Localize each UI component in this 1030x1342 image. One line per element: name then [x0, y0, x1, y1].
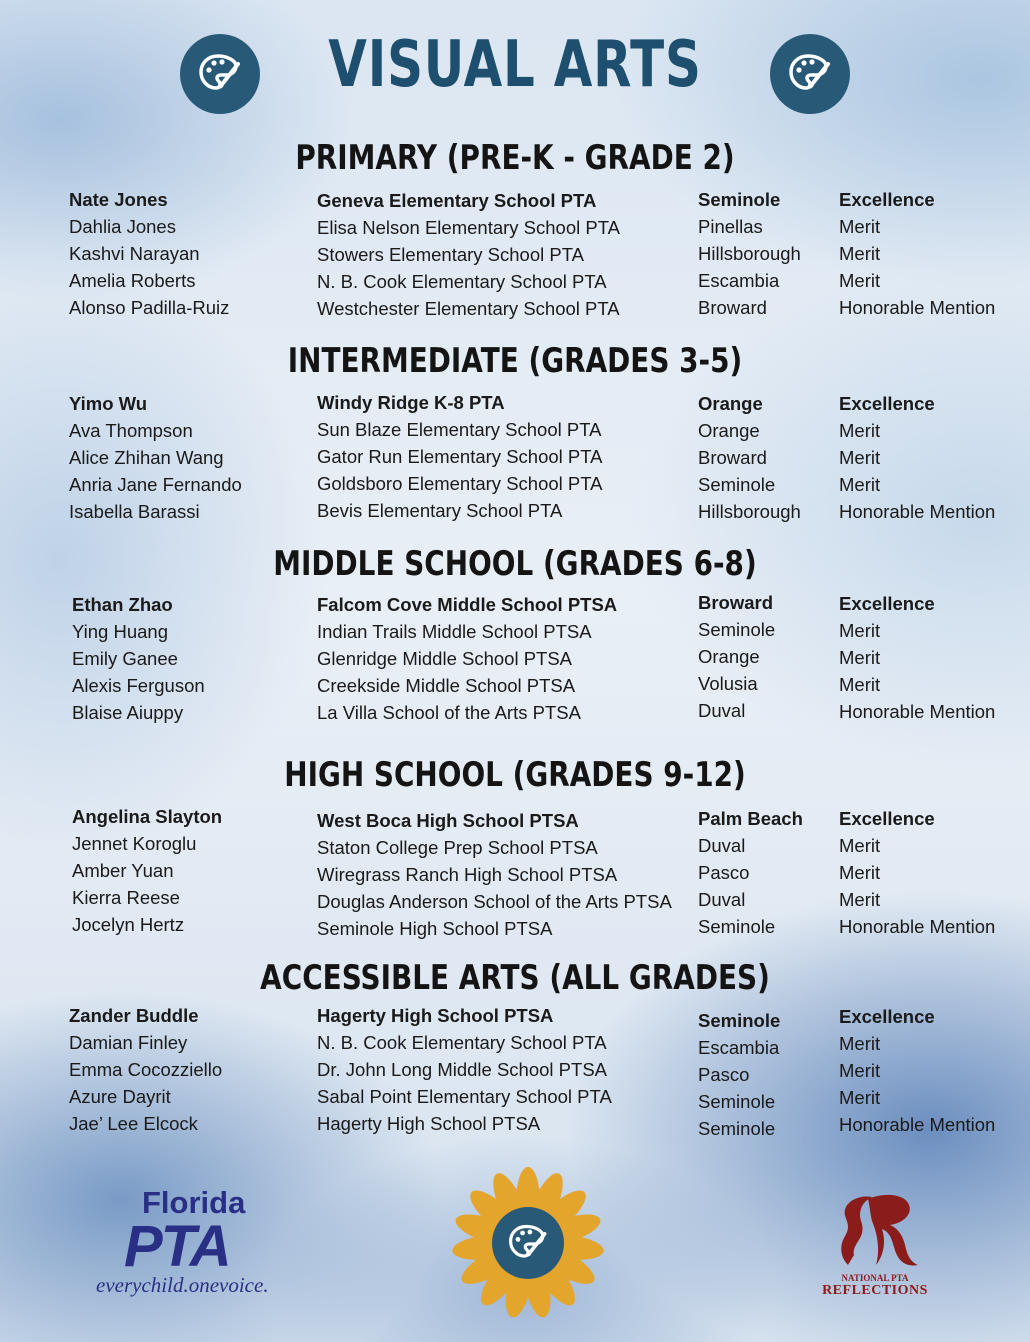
schools-column — [317, 591, 617, 726]
palette-brush-icon — [786, 50, 834, 98]
award-name: Merit — [839, 1087, 881, 1108]
awards-column — [839, 590, 995, 725]
award-name: Merit — [839, 1060, 881, 1081]
students-column — [72, 591, 205, 726]
school-name: Windy Ridge K-8 PTA — [317, 392, 505, 413]
award-name: Honorable Mention — [839, 701, 996, 722]
reflections-logo-small-text: NATIONAL PTA — [841, 1273, 909, 1283]
county-name: Seminole — [698, 1091, 776, 1112]
awards-column — [839, 1003, 995, 1138]
student-name: Zander Buddle — [69, 1005, 199, 1026]
county-name: Seminole — [698, 1118, 776, 1139]
county-name: Broward — [698, 447, 767, 468]
student-name: Angelina Slayton — [72, 806, 223, 827]
award-name: Merit — [839, 620, 881, 641]
students-column — [69, 1002, 222, 1137]
student-name: Blaise Aiuppy — [72, 702, 184, 723]
student-name: Kierra Reese — [72, 887, 180, 908]
counties-column — [698, 390, 801, 525]
page-title: VISUAL ARTS — [328, 28, 702, 102]
school-name: La Villa School of the Arts PTSA — [317, 702, 581, 723]
county-name: Orange — [698, 420, 760, 441]
school-name: Geneva Elementary School PTA — [317, 190, 597, 211]
school-name: Seminole High School PTSA — [317, 918, 553, 939]
school-name: N. B. Cook Elementary School PTA — [317, 1032, 607, 1053]
student-name: Kashvi Narayan — [69, 243, 200, 264]
award-name: Honorable Mention — [839, 501, 996, 522]
award-name: Merit — [839, 889, 881, 910]
award-name: Merit — [839, 270, 881, 291]
student-name: Jennet Koroglu — [72, 833, 197, 854]
county-name: Hillsborough — [698, 501, 801, 522]
school-name: Wiregrass Ranch High School PTSA — [317, 864, 618, 885]
school-name: Douglas Anderson School of the Arts PTSA — [317, 891, 672, 912]
florida-pta-logo-main: PTA — [124, 1214, 230, 1279]
award-name: Excellence — [839, 189, 935, 210]
award-name: Merit — [839, 647, 881, 668]
student-name: Anria Jane Fernando — [69, 474, 242, 495]
florida-pta-logo-top: Florida — [142, 1185, 246, 1220]
award-name: Honorable Mention — [839, 297, 996, 318]
county-name: Seminole — [698, 189, 781, 210]
students-column — [72, 803, 222, 938]
section-heading-middle-school: MIDDLE SCHOOL (GRADES 6-8) — [273, 544, 757, 584]
award-name: Merit — [839, 674, 881, 695]
student-name: Isabella Barassi — [69, 501, 200, 522]
award-name: Excellence — [839, 593, 935, 614]
school-name: West Boca High School PTSA — [317, 810, 579, 831]
school-name: Glenridge Middle School PTSA — [317, 648, 573, 669]
county-name: Orange — [698, 393, 763, 414]
student-name: Alice Zhihan Wang — [69, 447, 224, 468]
award-name: Merit — [839, 862, 881, 883]
county-name: Pasco — [698, 1064, 750, 1085]
award-name: Excellence — [839, 393, 935, 414]
florida-pta-tagline: everychild.onevoice. — [96, 1273, 269, 1297]
county-name: Seminole — [698, 619, 776, 640]
schools-column — [317, 389, 603, 524]
county-name: Volusia — [698, 673, 758, 694]
county-name: Duval — [698, 835, 746, 856]
student-name: Emma Cocozziello — [69, 1059, 223, 1080]
section-heading-intermediate: INTERMEDIATE (GRADES 3-5) — [287, 341, 743, 381]
school-name: Goldsboro Elementary School PTA — [317, 473, 603, 494]
county-name: Duval — [698, 889, 746, 910]
school-name: Westchester Elementary School PTA — [317, 298, 620, 319]
student-name: Azure Dayrit — [69, 1086, 171, 1107]
student-name: Ava Thompson — [69, 420, 193, 441]
counties-column — [698, 186, 801, 321]
student-name: Jocelyn Hertz — [72, 914, 185, 935]
student-name: Alexis Ferguson — [72, 675, 205, 696]
school-name: Hagerty High School PTSA — [317, 1113, 541, 1134]
section-heading-high-school: HIGH SCHOOL (GRADES 9-12) — [284, 755, 746, 795]
school-name: Stowers Elementary School PTA — [317, 244, 584, 265]
award-name: Excellence — [839, 808, 935, 829]
student-name: Emily Ganee — [72, 648, 178, 669]
counties-column — [698, 589, 775, 724]
award-name: Merit — [839, 216, 881, 237]
award-name: Merit — [839, 835, 881, 856]
student-name: Amelia Roberts — [69, 270, 196, 291]
palette-badge-right — [770, 34, 850, 114]
school-name: Indian Trails Middle School PTSA — [317, 621, 592, 642]
counties-column — [698, 805, 803, 940]
award-name: Excellence — [839, 1006, 935, 1027]
student-name: Amber Yuan — [72, 860, 174, 881]
school-name: N. B. Cook Elementary School PTA — [317, 271, 607, 292]
school-name: Staton College Prep School PTSA — [317, 837, 598, 858]
florida-pta-logo — [98, 1185, 298, 1295]
school-name: Dr. John Long Middle School PTSA — [317, 1059, 607, 1080]
student-name: Dahlia Jones — [69, 216, 176, 237]
awards-column — [839, 186, 995, 321]
county-name: Pasco — [698, 862, 750, 883]
school-name: Bevis Elementary School PTA — [317, 500, 563, 521]
flower-badge-icon — [448, 1163, 608, 1323]
county-name: Seminole — [698, 474, 776, 495]
county-name: Pinellas — [698, 216, 763, 237]
student-name: Ethan Zhao — [72, 594, 173, 615]
section-heading-primary: PRIMARY (PRE-K - GRADE 2) — [295, 138, 735, 178]
flower-icon — [448, 1163, 608, 1323]
school-name: Sabal Point Elementary School PTA — [317, 1086, 612, 1107]
county-name: Seminole — [698, 1010, 781, 1031]
student-name: Nate Jones — [69, 189, 168, 210]
student-name: Jae’ Lee Elcock — [69, 1113, 198, 1134]
reflections-logo-big-text: REFLECTIONS — [822, 1283, 928, 1298]
school-name: Sun Blaze Elementary School PTA — [317, 419, 602, 440]
award-name: Merit — [839, 1033, 881, 1054]
awards-column — [839, 805, 995, 940]
award-name: Merit — [839, 447, 881, 468]
students-column — [69, 390, 242, 525]
county-name: Escambia — [698, 270, 780, 291]
section-heading-accessible-arts: ACCESSIBLE ARTS (ALL GRADES) — [260, 958, 770, 998]
county-name: Palm Beach — [698, 808, 803, 829]
school-name: Gator Run Elementary School PTA — [317, 446, 603, 467]
county-name: Hillsborough — [698, 243, 801, 264]
students-column — [69, 186, 229, 321]
award-name: Honorable Mention — [839, 916, 996, 937]
county-name: Duval — [698, 700, 746, 721]
schools-column — [317, 1002, 612, 1137]
school-name: Hagerty High School PTSA — [317, 1005, 554, 1026]
student-name: Alonso Padilla-Ruiz — [69, 297, 230, 318]
counties-column — [698, 1007, 780, 1142]
school-name: Creekside Middle School PTSA — [317, 675, 576, 696]
award-name: Honorable Mention — [839, 1114, 996, 1135]
school-name: Elisa Nelson Elementary School PTA — [317, 217, 620, 238]
county-name: Orange — [698, 646, 760, 667]
school-name: Falcom Cove Middle School PTSA — [317, 594, 618, 615]
student-name: Yimo Wu — [69, 393, 148, 414]
county-name: Escambia — [698, 1037, 780, 1058]
county-name: Broward — [698, 592, 774, 613]
award-name: Merit — [839, 474, 881, 495]
county-name: Broward — [698, 297, 767, 318]
award-name: Merit — [839, 420, 881, 441]
student-name: Damian Finley — [69, 1032, 188, 1053]
schools-column — [317, 187, 620, 322]
county-name: Seminole — [698, 916, 776, 937]
national-pta-reflections-logo — [810, 1185, 940, 1305]
schools-column — [317, 807, 672, 942]
reflections-r-icon — [810, 1185, 940, 1275]
awards-column — [839, 390, 995, 525]
award-name: Merit — [839, 243, 881, 264]
student-name: Ying Huang — [72, 621, 168, 642]
